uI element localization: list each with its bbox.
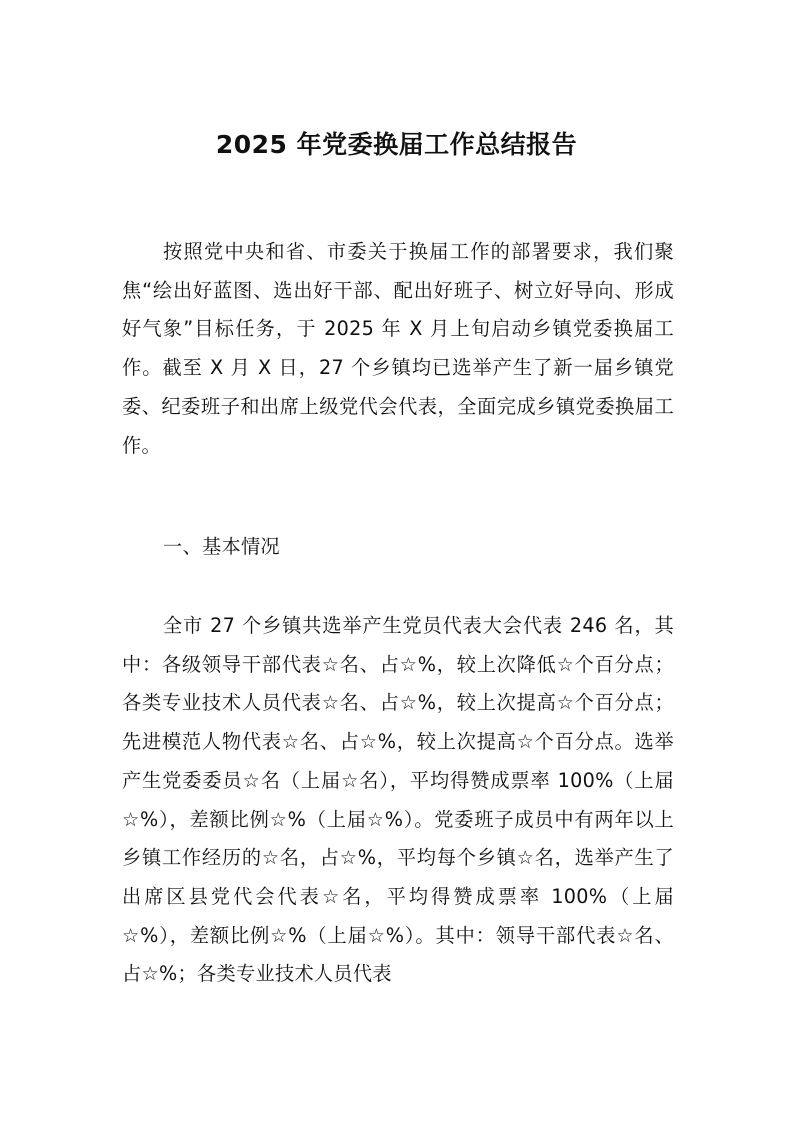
document-title: 2025 年党委换届工作总结报告 xyxy=(215,130,578,159)
section-heading-basic-situation: 一、基本情况 xyxy=(163,535,280,558)
intro-paragraph: 按照党中央和省、市委关于换届工作的部署要求，我们聚焦“绘出好蓝图、选出好干部、配出好班子、树立好导向、形成好气象”目标任务，于 2025 年 X 月上旬启动乡镇党委换届工作。截至 X 月 X 日，27 个乡镇均已选举产生了新一届乡镇党委、纪委班子和出席上级党代会代表，全面完成乡镇党委换届工作。 xyxy=(122,240,674,457)
basic-situation-paragraph: 全市 27 个乡镇共选举产生党员代表大会代表 246 名，其中：各级领导干部代表☆名、占☆%，较上次降低☆个百分点；各类专业技术人员代表☆名、占☆%，较上次提高☆个百分点；先进模范人物代表☆名、占☆%，较上次提高☆个百分点。选举产生党委委员☆名（上届☆名），平均得赞成票率 100%（上届☆%），差额比例☆%（上届☆%）。党委班子成员中有两年以上乡镇工作经历的☆名，占☆%，平均每个乡镇☆名，选举产生了出席区县党代会代表☆名，平均得赞成票率 100%（上届☆%），差额比例☆%（上届☆%）。其中：领导干部代表☆名、占☆%；各类专业技术人员代表 xyxy=(122,614,674,986)
